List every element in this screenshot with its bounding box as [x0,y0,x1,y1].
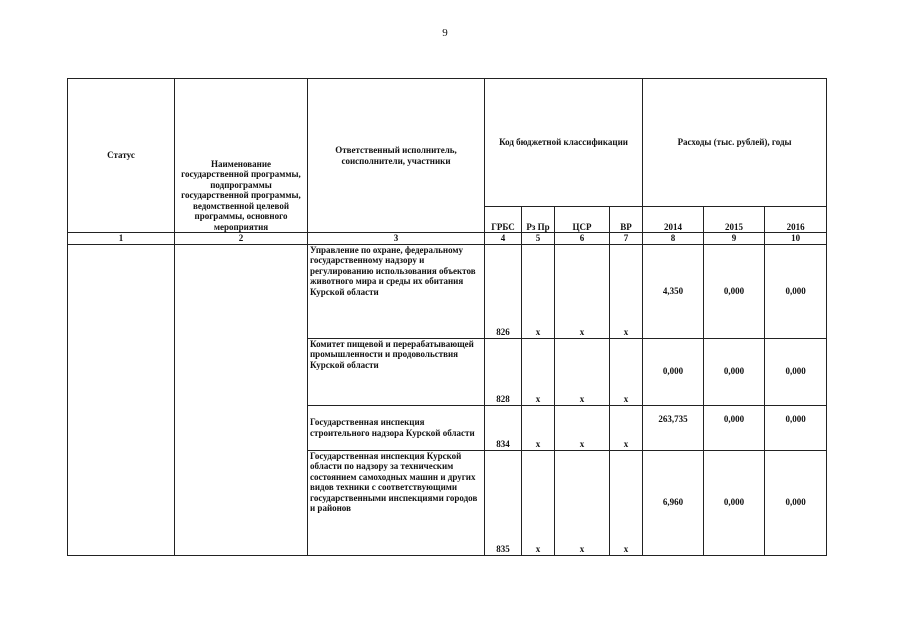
expense-2014-cell: 0,000 [643,338,704,405]
expense-2014-cell: 6,960 [643,450,704,555]
header-vr: ВР [610,207,643,233]
csr-cell: х [555,338,610,405]
expense-2016-cell: 0,000 [765,338,827,405]
header-row-top [68,79,827,207]
expense-2015-cell: 0,000 [704,244,765,338]
column-number: 9 [704,233,765,245]
executor-cell: Управление по охране, федеральному государственному надзору и регулированию использования объектов животного мира и среды их обитания Курской области [308,244,485,338]
grbs-cell: 835 [485,450,522,555]
column-number: 8 [643,233,704,245]
column-number: 5 [522,233,555,245]
vr-cell: х [610,338,643,405]
header-status: Статус [68,79,175,233]
page-number: 9 [442,27,448,39]
expense-2014-cell: 263,735 [643,405,704,450]
header-budget-code: Код бюджетной классификации [485,79,643,207]
expense-2016-cell: 0,000 [765,244,827,338]
expense-2015-cell: 0,000 [704,450,765,555]
grbs-cell: 828 [485,338,522,405]
column-number: 2 [175,233,308,245]
expense-2016-cell: 0,000 [765,450,827,555]
executor-cell: Государственная инспекция строительного надзора Курской области [308,405,485,450]
executor-cell: Комитет пищевой и перерабатывающей промышленности и продовольствия Курской области [308,338,485,405]
header-program-name: Наименование государственной программы, подпрограммы государственной программы, ведомственной целевой программы, основного мероприятия [175,79,308,233]
expense-2015-cell: 0,000 [704,405,765,450]
csr-cell: х [555,450,610,555]
header-executor: Ответственный исполнитель, соисполнители, участники [308,79,485,233]
csr-cell: х [555,405,610,450]
column-number: 3 [308,233,485,245]
header-rzpr: Рз Пр [522,207,555,233]
vr-cell: х [610,405,643,450]
column-number: 10 [765,233,827,245]
column-number: 6 [555,233,610,245]
status-cell [68,244,175,555]
grbs-cell: 826 [485,244,522,338]
header-csr: ЦСР [555,207,610,233]
rzpr-cell: х [522,405,555,450]
rzpr-cell: х [522,450,555,555]
budget-table [67,78,827,556]
header-year-2016: 2016 [765,207,827,233]
expense-2015-cell: 0,000 [704,338,765,405]
grbs-cell: 834 [485,405,522,450]
vr-cell: х [610,244,643,338]
column-number-row [68,233,827,245]
header-grbs: ГРБС [485,207,522,233]
column-number: 1 [68,233,175,245]
column-number: 4 [485,233,522,245]
header-year-2015: 2015 [704,207,765,233]
vr-cell: х [610,450,643,555]
header-year-2014: 2014 [643,207,704,233]
column-number: 7 [610,233,643,245]
table-row [68,244,827,338]
rzpr-cell: х [522,338,555,405]
expense-2016-cell: 0,000 [765,405,827,450]
header-expenses: Расходы (тыс. рублей), годы [643,79,827,207]
expense-2014-cell: 4,350 [643,244,704,338]
csr-cell: х [555,244,610,338]
program-name-cell [175,244,308,555]
executor-cell: Государственная инспекция Курской области по надзору за техническим состоянием самоходных машин и других видов техники с соответствующими государственными инспекциями городов и районов [308,450,485,555]
rzpr-cell: х [522,244,555,338]
